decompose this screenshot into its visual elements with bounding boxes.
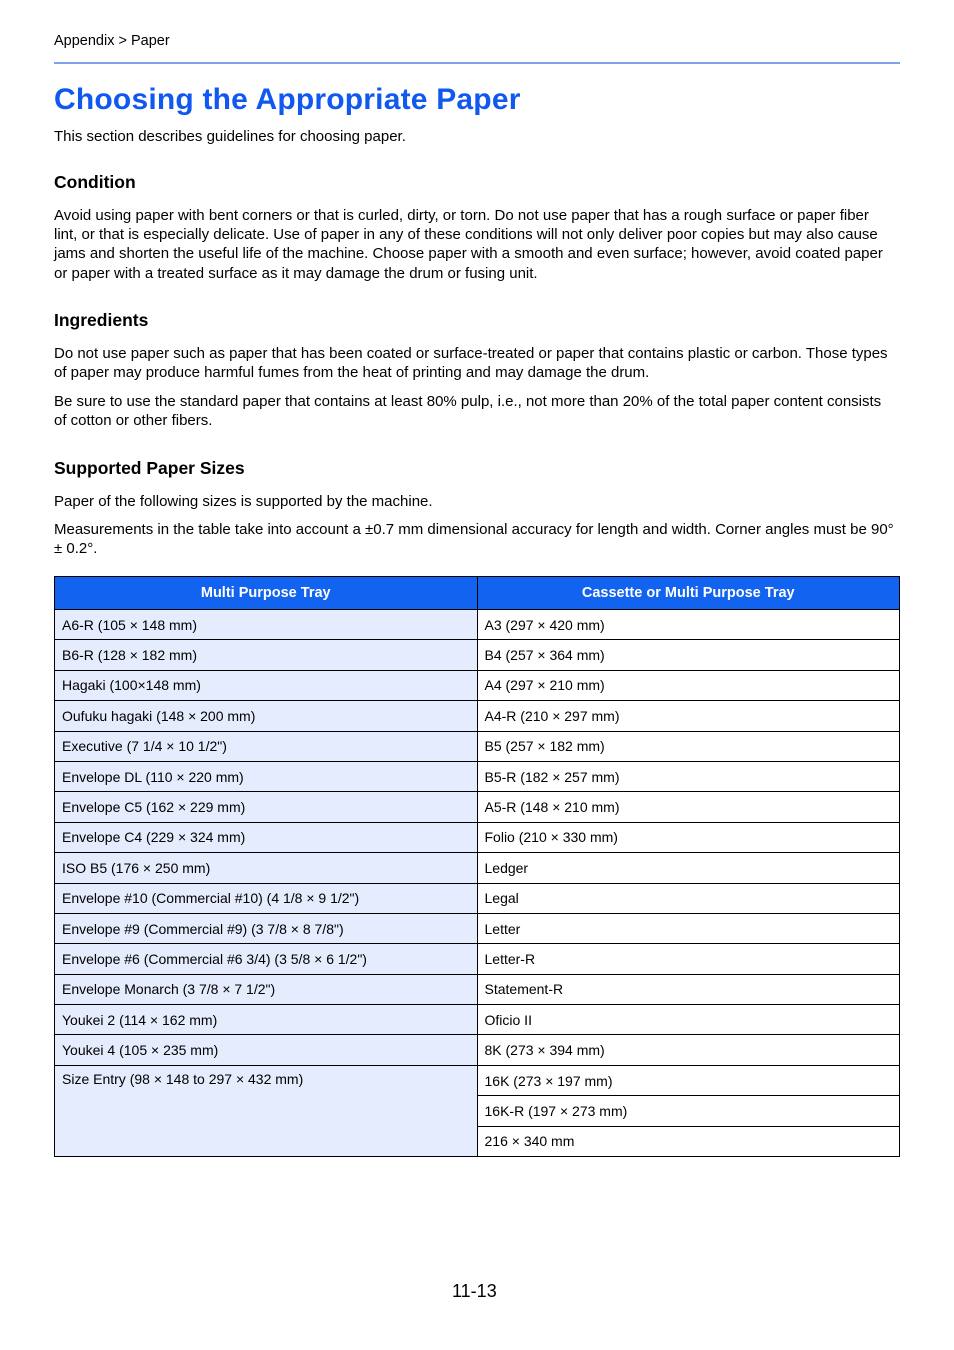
- cassette-size: Ledger: [477, 853, 900, 883]
- mp-tray-size: Envelope #9 (Commercial #9) (3 7/8 × 8 7/8"): [55, 913, 478, 943]
- cassette-size: Legal: [477, 883, 900, 913]
- supported-sizes-text-2: Measurements in the table take into account a ±0.7 mm dimensional accuracy for length and width. Corner angles must be 90° ± 0.2°.: [54, 521, 894, 558]
- page-title: Choosing the Appropriate Paper: [54, 83, 521, 116]
- mp-tray-size: Oufuku hagaki (148 × 200 mm): [55, 701, 478, 731]
- ingredients-text-2: Be sure to use the standard paper that contains at least 80% pulp, i.e., not more than 20% of the total paper content consists of cotton or other fibers.: [54, 393, 882, 430]
- table-row: [55, 944, 900, 974]
- mp-tray-size: Envelope #6 (Commercial #6 3/4) (3 5/8 × 6 1/2"): [55, 944, 478, 974]
- cassette-size: Oficio II: [477, 1005, 900, 1035]
- mp-tray-size: Size Entry (98 × 148 to 297 × 432 mm): [55, 1065, 478, 1156]
- table-row: [55, 670, 900, 700]
- cassette-size: A5-R (148 × 210 mm): [477, 792, 900, 822]
- mp-tray-size: Youkei 2 (114 × 162 mm): [55, 1005, 478, 1035]
- mp-tray-size: B6-R (128 × 182 mm): [55, 640, 478, 670]
- condition-text: Avoid using paper with bent corners or that is curled, dirty, or torn. Do not use paper that has a rough surface or paper fiber lint, or that is especially delicate. Use of paper in any of these conditions will not only deliver poor copies but may also cause jams and shorten the useful life of the machine. Choose paper with a smooth and even surface; however, avoid coated paper or paper with a treated surface as it may damage the drum or fusing unit.: [54, 207, 883, 282]
- table-row: [55, 701, 900, 731]
- cassette-size: B5-R (182 × 257 mm): [477, 761, 900, 791]
- cassette-size: Folio (210 × 330 mm): [477, 822, 900, 852]
- table-row: [55, 640, 900, 670]
- cassette-size: Letter-R: [477, 944, 900, 974]
- table-row: [55, 853, 900, 883]
- cassette-size: 16K-R (197 × 273 mm): [477, 1096, 900, 1126]
- table-row: [55, 792, 900, 822]
- table-row: [55, 1005, 900, 1035]
- header-divider: [54, 62, 900, 64]
- condition-heading: Condition: [54, 172, 136, 192]
- breadcrumb: Appendix > Paper: [54, 33, 170, 49]
- table-header-row: [55, 577, 900, 610]
- header-multi-purpose-tray: Multi Purpose Tray: [55, 577, 478, 610]
- mp-tray-size: A6-R (105 × 148 mm): [55, 610, 478, 640]
- cassette-size: 8K (273 × 394 mm): [477, 1035, 900, 1065]
- cassette-size: B5 (257 × 182 mm): [477, 731, 900, 761]
- ingredients-text-1: Do not use paper such as paper that has been coated or surface-treated or paper that contains plastic or carbon. Those types of paper may produce harmful fumes from the heat of printing and may damage the drum.: [54, 345, 888, 382]
- table-row: [55, 883, 900, 913]
- table-row: [55, 610, 900, 640]
- cassette-size: 16K (273 × 197 mm): [477, 1065, 900, 1095]
- cassette-size: A3 (297 × 420 mm): [477, 610, 900, 640]
- mp-tray-size: Youkei 4 (105 × 235 mm): [55, 1035, 478, 1065]
- table-row: [55, 1065, 900, 1095]
- cassette-size: A4-R (210 × 297 mm): [477, 701, 900, 731]
- table-row: [55, 913, 900, 943]
- mp-tray-size: Executive (7 1/4 × 10 1/2"): [55, 731, 478, 761]
- mp-tray-size: ISO B5 (176 × 250 mm): [55, 853, 478, 883]
- cassette-size: A4 (297 × 210 mm): [477, 670, 900, 700]
- ingredients-heading: Ingredients: [54, 310, 149, 330]
- supported-sizes-heading: Supported Paper Sizes: [54, 458, 245, 478]
- cassette-size: B4 (257 × 364 mm): [477, 640, 900, 670]
- table-row: [55, 974, 900, 1004]
- cassette-size: Statement-R: [477, 974, 900, 1004]
- cassette-size: Letter: [477, 913, 900, 943]
- paper-sizes-table: [54, 576, 900, 1157]
- mp-tray-size: Hagaki (100×148 mm): [55, 670, 478, 700]
- header-cassette-or-multi-purpose-tray: Cassette or Multi Purpose Tray: [477, 577, 900, 610]
- supported-sizes-text-1: Paper of the following sizes is supported by the machine.: [54, 493, 433, 510]
- table-row: [55, 761, 900, 791]
- mp-tray-size: Envelope Monarch (3 7/8 × 7 1/2"): [55, 974, 478, 1004]
- cassette-size: 216 × 340 mm: [477, 1126, 900, 1156]
- mp-tray-size: Envelope C5 (162 × 229 mm): [55, 792, 478, 822]
- mp-tray-size: Envelope #10 (Commercial #10) (4 1/8 × 9 1/2"): [55, 883, 478, 913]
- table-row: [55, 822, 900, 852]
- table-row: [55, 731, 900, 761]
- intro-text: This section describes guidelines for choosing paper.: [54, 128, 406, 145]
- page-number: 11-13: [452, 1281, 497, 1301]
- mp-tray-size: Envelope C4 (229 × 324 mm): [55, 822, 478, 852]
- table-row: [55, 1035, 900, 1065]
- mp-tray-size: Envelope DL (110 × 220 mm): [55, 761, 478, 791]
